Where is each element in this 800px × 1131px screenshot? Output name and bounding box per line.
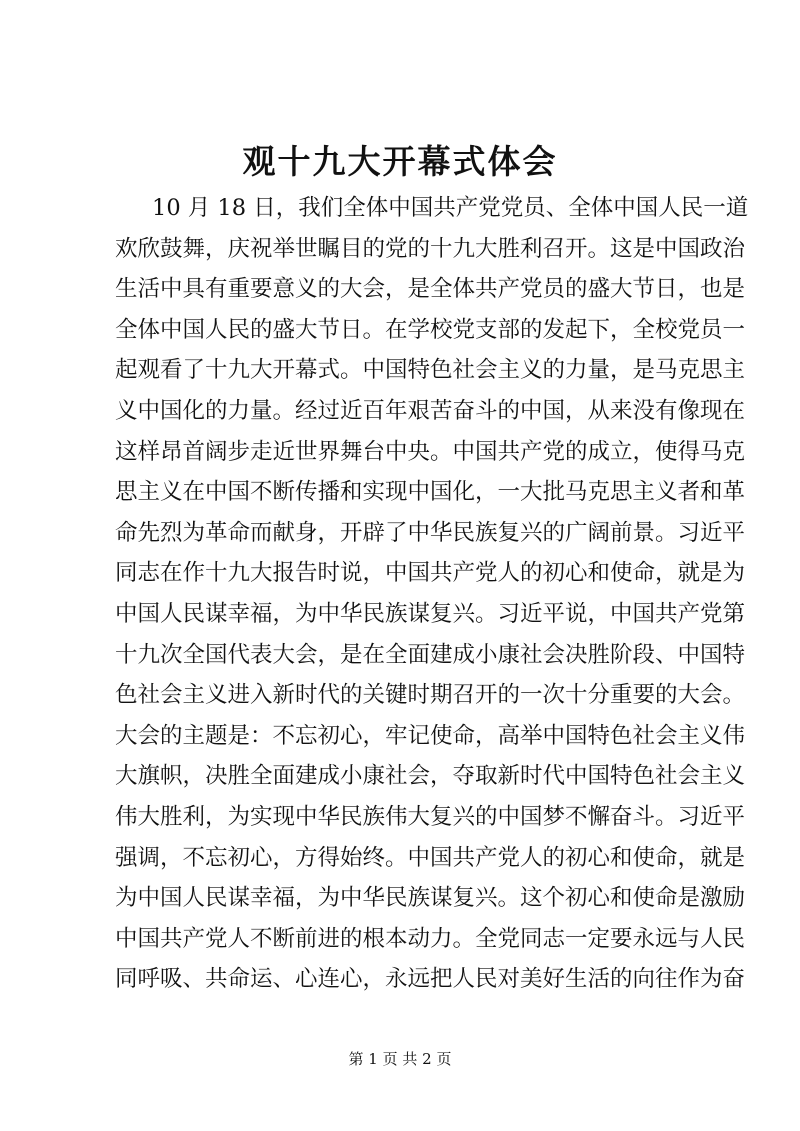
document-body: [115, 188, 749, 1000]
body-line: 10 月 18 日，我们全体中国共产党党员、全体中国人民一道: [152, 195, 749, 221]
document-title: 观十九大开幕式体会: [242, 142, 558, 181]
body-line: 大会的主题是：不忘初心，牢记使命，高举中国特色社会主义伟: [115, 722, 746, 749]
body-line: 中国人民谋幸福，为中华民族谋复兴。习近平说，中国共产党第: [115, 600, 746, 627]
body-line: 义中国化的力量。经过近百年艰苦奋斗的中国，从来没有像现在: [115, 397, 746, 424]
body-line: 这样昂首阔步走近世界舞台中央。中国共产党的成立，使得马克: [115, 438, 746, 465]
body-line: 同志在作十九大报告时说，中国共产党人的初心和使命，就是为: [115, 560, 746, 587]
body-line: 强调，不忘初心，方得始终。中国共产党人的初心和使命，就是: [115, 844, 746, 871]
body-line: 中国共产党人不断前进的根本动力。全党同志一定要永远与人民: [115, 925, 746, 952]
body-line: 全体中国人民的盛大节日。在学校党支部的发起下，全校党员一: [115, 316, 746, 343]
body-line: 命先烈为革命而献身，开辟了中华民族复兴的广阔前景。习近平: [115, 519, 746, 546]
body-line: 伟大胜利，为实现中华民族伟大复兴的中国梦不懈奋斗。习近平: [115, 803, 746, 830]
body-line: 思主义在中国不断传播和实现中国化，一大批马克思主义者和革: [115, 479, 746, 506]
body-line: 大旗帜，决胜全面建成小康社会，夺取新时代中国特色社会主义: [115, 763, 746, 790]
body-line: 生活中具有重要意义的大会，是全体共产党员的盛大节日，也是: [115, 276, 746, 303]
body-line: 同呼吸、共命运、心连心，永远把人民对美好生活的向往作为奋: [115, 966, 746, 993]
body-line: 起观看了十九大开幕式。中国特色社会主义的力量，是马克思主: [115, 357, 746, 384]
body-line: 色社会主义进入新时代的关键时期召开的一次十分重要的大会。: [115, 682, 746, 709]
body-line: 十九次全国代表大会，是在全面建成小康社会决胜阶段、中国特: [115, 641, 746, 668]
body-line: 欢欣鼓舞，庆祝举世瞩目的党的十九大胜利召开。这是中国政治: [115, 235, 746, 262]
body-line: 为中国人民谋幸福，为中华民族谋复兴。这个初心和使命是激励: [115, 885, 746, 912]
page-number-footer: 第 1 页 共 2 页: [348, 1050, 452, 1068]
